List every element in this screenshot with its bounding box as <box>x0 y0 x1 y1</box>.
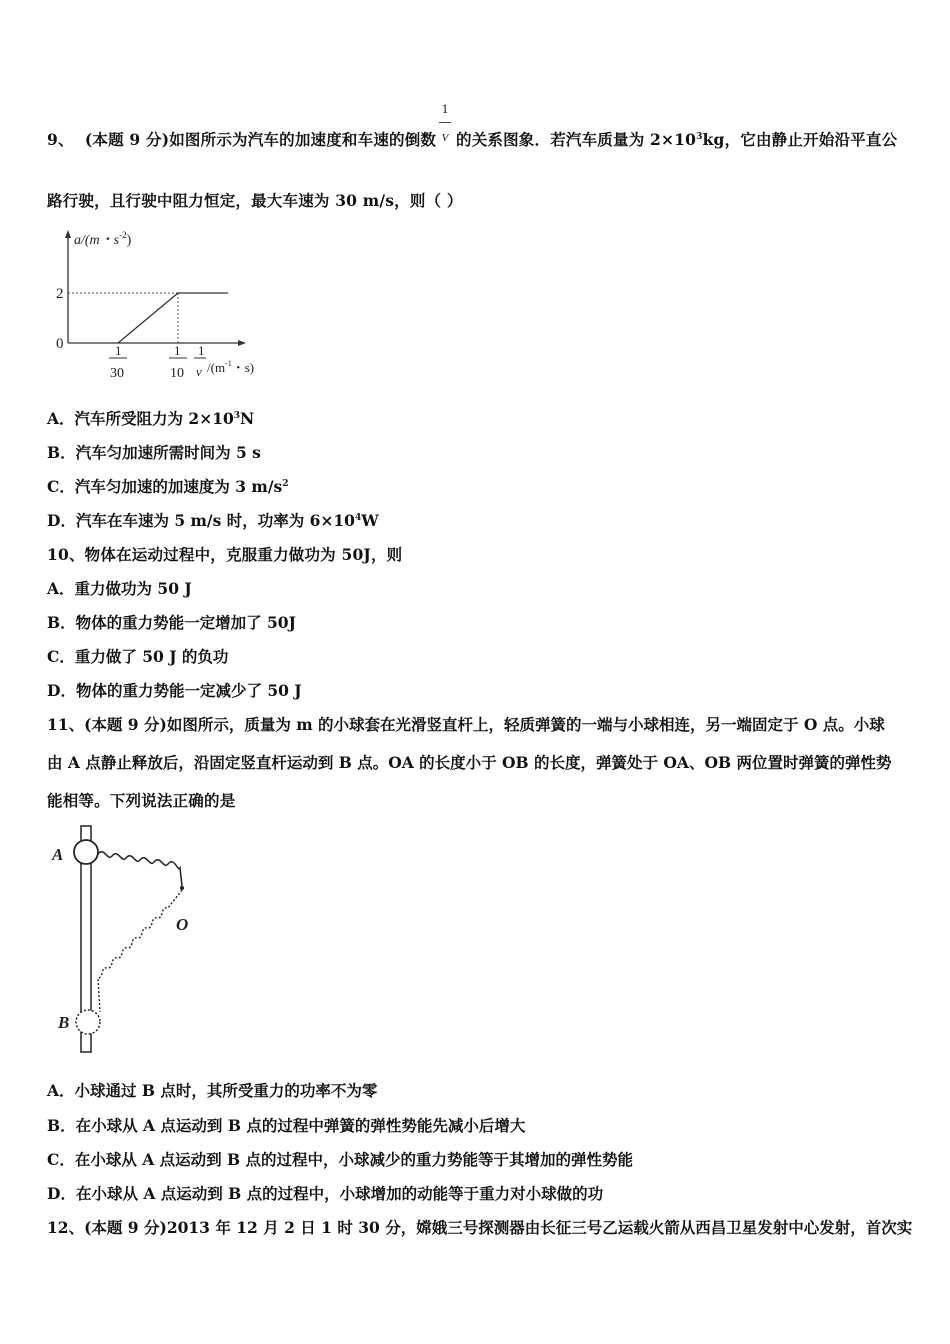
x-label-den: v <box>196 364 202 379</box>
q9-option-d: D．汽车在车速为 5 m/s 时，功率为 $6\times 10^4W$ <box>47 511 379 530</box>
label-a: A <box>52 845 64 864</box>
q10-option-b: B．物体的重力势能一定增加了 50J <box>47 613 296 632</box>
y-axis-label: a/(m・$s^{-2}$) <box>74 230 132 248</box>
q9-line1-rest <box>456 128 897 150</box>
q9-frac-bar <box>439 122 451 123</box>
q11-option-b: B．在小球从 A 点运动到 B 点的过程中弹簧的弹性势能先减小后增大 <box>47 1116 526 1135</box>
origin-label: 0 <box>56 336 64 352</box>
x-tick2-num: 1 <box>174 343 181 358</box>
q11-line1: 11、(本题 9 分)如图所示，质量为 m 的小球套在光滑竖直杆上，轻质弹簧的一端与小球相连，另一端固定于 O 点。小球 <box>47 715 885 734</box>
q11-option-a: A．小球通过 B 点时，其所受重力的功率不为零 <box>47 1081 378 1100</box>
label-b: B <box>58 1013 70 1032</box>
x-label-unit: $/(m^{-1}$・s) <box>207 359 255 375</box>
x-label-num: 1 <box>198 343 205 358</box>
q9-option-a: A．汽车所受阻力为 $2\times 10^3N$ <box>47 409 255 428</box>
q9-frac-den: V <box>441 132 449 144</box>
q10-option-d: D．物体的重力势能一定减少了 50 J <box>47 681 302 700</box>
q11-option-c: C．在小球从 A 点运动到 B 点的过程中，小球减少的重力势能等于其增加的弹性势能 <box>47 1150 634 1169</box>
q9-option-c: C．汽车匀加速的加速度为 3 $m/s^2$ <box>47 477 289 496</box>
q9-option-b: B．汽车匀加速所需时间为 5 s <box>47 443 261 462</box>
a-vs-invv-line <box>118 293 228 343</box>
q11-line2: 由 A 点静止释放后，沿固定竖直杆运动到 B 点。OA 的长度小于 OB 的长度，弹簧处于 OA、OB 两位置时弹簧的弹性势 <box>47 753 892 772</box>
q9-line1-pre: (本题 9 分)如图所示为汽车的加速度和车速的倒数 <box>84 130 437 149</box>
x-tick1-den: 30 <box>110 366 124 381</box>
q11-option-d: D．在小球从 A 点运动到 B 点的过程中，小球增加的动能等于重力对小球做的功 <box>47 1184 604 1203</box>
q9-line1 <box>47 128 436 150</box>
label-o: O <box>176 915 189 934</box>
q9-number: 9、 <box>47 130 74 149</box>
q9-frac-num: 1 <box>441 101 449 116</box>
ball-a <box>74 840 98 864</box>
q10-option-a: A．重力做功为 50 J <box>47 579 192 598</box>
q11-line3: 能相等。下列说法正确的是 <box>47 791 236 810</box>
point-o <box>180 886 184 890</box>
x-axis-arrow <box>238 340 246 346</box>
x-tick1-num: 1 <box>115 343 122 358</box>
y-axis-arrow <box>65 230 71 238</box>
q9-line1-post: kg，它由静止开始沿平直公 <box>702 130 898 149</box>
q9-graph <box>50 226 280 386</box>
q9-line2: 路行驶，且行驶中阻力恒定，最大车速为 30 m/s，则（ ） <box>47 191 463 210</box>
ball-b <box>76 1010 100 1034</box>
q11-figure <box>50 822 200 1057</box>
x-tick2-den: 10 <box>170 366 184 381</box>
y-tick-2: 2 <box>56 286 64 302</box>
spring-oa <box>98 852 182 886</box>
q9-line1-mid: 的关系图象．若汽车质量为 2×10 <box>456 130 697 149</box>
q10-option-c: C．重力做了 50 J 的负功 <box>47 647 229 666</box>
q9-mass-exp: 3 <box>696 132 703 142</box>
spring-ob <box>98 890 182 1012</box>
q12-line1: 12、(本题 9 分)2013 年 12 月 2 日 1 时 30 分，嫦娥三号探测器由长征三号乙运载火箭从西昌卫星发射中心发射，首次实 <box>47 1218 913 1237</box>
q10-stem: 10、物体在运动过程中，克服重力做功为 50J，则 <box>47 545 403 564</box>
